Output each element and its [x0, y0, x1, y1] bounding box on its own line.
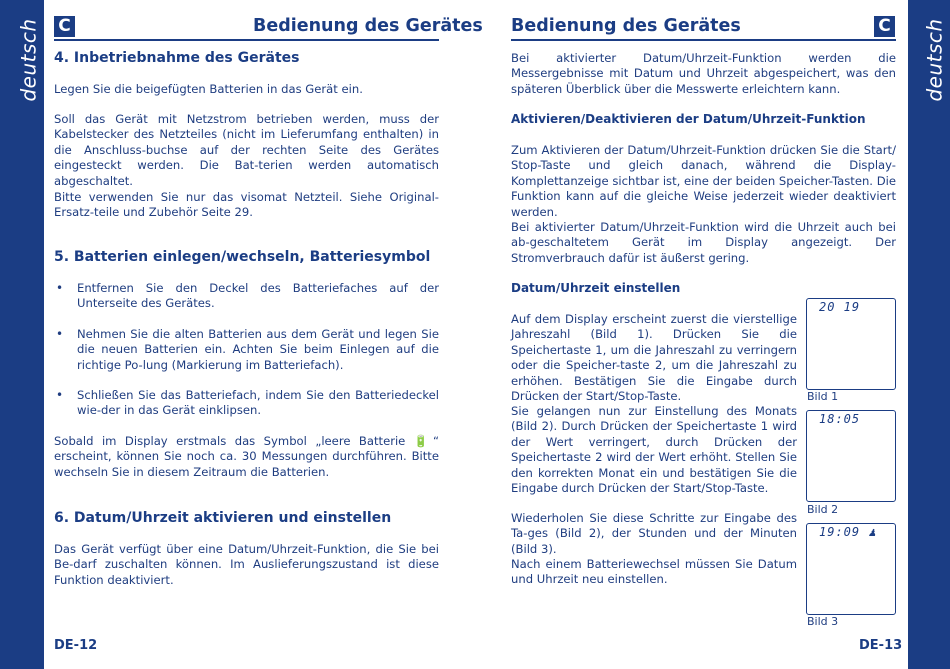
set-time-paragraph-3: Wiederholen Sie diese Schritte zur Eingabe des Ta-ges (Bild 2), der Stunden und der Minuten (Bild 3).: [511, 511, 797, 556]
title-rule-right: [511, 39, 896, 41]
figure-caption-1: Bild 1: [807, 390, 839, 403]
bullet-item: Nehmen Sie die alten Batterien aus dem Gerät und legen Sie die neuen Batterien ein. Achten Sie beim Einlegen auf die richtige Po-lung (Markierung im Batteriefach).: [77, 327, 439, 372]
chapter-marker-right: C: [874, 16, 895, 37]
bullet-item: Schließen Sie das Batteriefach, indem Sie den Batteriedeckel wie-der in das Gerät einklipsen.: [77, 388, 439, 418]
subsection-activate-heading: Aktivieren/Deaktivieren der Datum/Uhrzeit-Funktion: [511, 112, 866, 126]
section-4-paragraph-2: Soll das Gerät mit Netzstrom betrieben werden, muss der Kabelstecker des Netzteiles (nicht im Lieferumfang enthalten) in die Anschluss-buchse auf der rechten Seite des Gerätes eingesteckt werden. Die Bat-terien werden automatisch abgeschaltet.: [54, 112, 439, 188]
display-figure-2: [806, 410, 896, 502]
intro-paragraph: Bei aktivierter Datum/Uhrzeit-Funktion werden die Messergebnisse mit Datum und Uhrzeit abgespeichert, was den späteren Überblick über die Messwerte erleichtern kann.: [511, 51, 896, 96]
set-time-paragraph-1: Auf dem Display erscheint zuerst die vierstellige Jahreszahl (Bild 1). Drücken Sie die Speichertaste 1, um die Jahreszahl zu verringern oder die Speicher-taste 2, um die Jahreszahl zu erhöhen. Bestätigen Sie die Eingabe durch Drücken der Start/Stop-Taste.: [511, 312, 797, 404]
bullet-dot: •: [56, 388, 64, 402]
bullet-dot: •: [56, 327, 64, 341]
page-title-left: Bedienung des Gerätes: [253, 16, 483, 36]
activate-paragraph-2: Bei aktivierter Datum/Uhrzeit-Funktion wird die Uhrzeit auch bei ab-geschaltetem Gerät im Display angezeigt. Der Stromverbrauch dafür ist äußerst gering.: [511, 220, 896, 265]
section-4-paragraph-1: Legen Sie die beigefügten Batterien in das Gerät ein.: [54, 82, 363, 96]
display-readout: 19:09 ♟: [819, 525, 877, 539]
section-4-paragraph-3: Bitte verwenden Sie nur das visomat Netzteil. Siehe Original-Ersatz-teile und Zubehör Seite 29.: [54, 190, 439, 220]
section-6-heading: 6. Datum/Uhrzeit aktivieren und einstellen: [54, 510, 392, 526]
figure-caption-2: Bild 2: [807, 503, 839, 516]
chapter-marker-left: C: [54, 16, 75, 37]
language-label-right: deutsch: [922, 18, 947, 102]
section-5-paragraph: Sobald im Display erstmals das Symbol „leere Batterie 🔋“ erscheint, können Sie noch ca. 30 Messungen durchführen. Bitte wechseln Sie in diesem Zeitraum die Batterien.: [54, 434, 439, 479]
section-5-heading: 5. Batterien einlegen/wechseln, Batteriesymbol: [54, 249, 431, 265]
set-time-paragraph-4: Nach einem Batteriewechsel müssen Sie Datum und Uhrzeit neu einstellen.: [511, 557, 797, 587]
page-number-left: DE-12: [54, 638, 98, 653]
set-time-paragraph-2: Sie gelangen nun zur Einstellung des Monats (Bild 2). Durch Drücken der Speichertaste 1 wird der Wert verringert, durch Drücken der Speichertaste 2 wird der Wert erhöht. Stellen Sie den korrekten Monat ein und bestätigen Sie die Eingabe durch Drücken der Start/Stop-Taste.: [511, 404, 797, 496]
figure-caption-3: Bild 3: [807, 615, 839, 628]
bullet-item: Entfernen Sie den Deckel des Batteriefaches auf der Unterseite des Gerätes.: [77, 281, 439, 311]
activate-paragraph-1: Zum Aktivieren der Datum/Uhrzeit-Funktion drücken Sie die Start/ Stop-Taste und gleich danach, während die Display-Komplettanzeige sichtbar ist, eine der beiden Speicher-Tasten. Die Funktion kann auf die gleiche Weise jederzeit wieder deaktiviert werden.: [511, 143, 896, 219]
display-figure-3: [806, 523, 896, 615]
display-readout: 18:05: [819, 412, 861, 426]
section-6-paragraph-1: Das Gerät verfügt über eine Datum/Uhrzeit-Funktion, die Sie bei Be-darf zuschalten können. Im Auslieferungszustand ist diese Funktion deaktiviert.: [54, 542, 439, 587]
display-figure-1: [806, 298, 896, 390]
page-number-right: DE-13: [859, 638, 903, 653]
page-title-right: Bedienung des Gerätes: [511, 16, 741, 36]
language-label-left: deutsch: [16, 18, 41, 102]
display-readout: 20 19: [819, 300, 861, 314]
bullet-dot: •: [56, 281, 64, 295]
side-band-left: [0, 0, 44, 669]
section-4-heading: 4. Inbetriebnahme des Gerätes: [54, 50, 300, 66]
subsection-set-time-heading: Datum/Uhrzeit einstellen: [511, 281, 681, 295]
title-rule-left: [54, 39, 439, 41]
